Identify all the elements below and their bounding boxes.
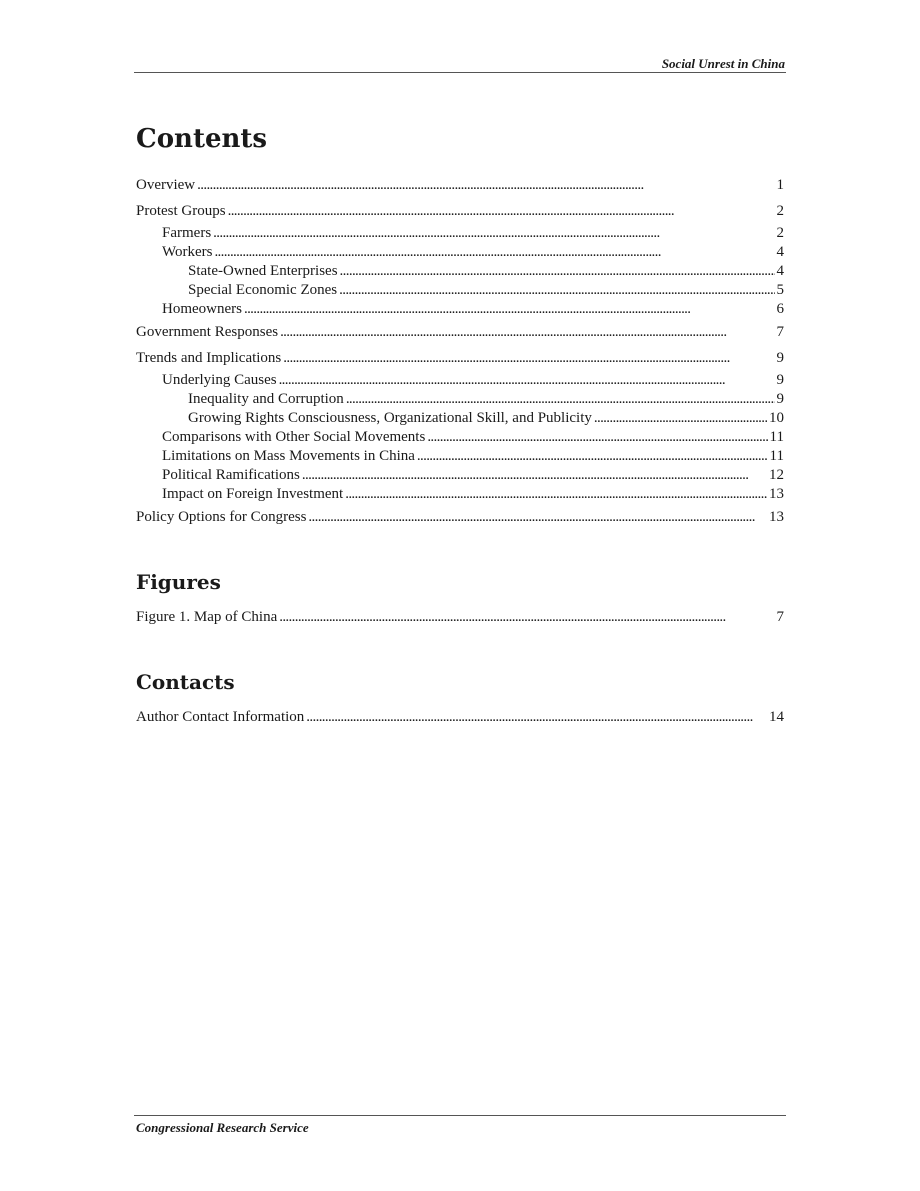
toc-label: Impact on Foreign Investment (162, 486, 344, 502)
toc-page-number: 5 (776, 282, 784, 298)
toc-label: Overview (136, 177, 196, 193)
toc-entry-state-owned-enterprises[interactable] (136, 262, 784, 281)
toc-page-number: 4 (776, 263, 784, 279)
toc-entry-political-ramifications[interactable] (136, 466, 784, 485)
contacts-heading: Contacts (136, 670, 235, 694)
dot-leader (280, 323, 774, 342)
toc-page-number: 9 (776, 372, 784, 388)
figures-heading: Figures (136, 570, 221, 594)
dot-leader (340, 262, 775, 281)
toc-entry-author-contact[interactable] (136, 708, 784, 727)
toc-page-number: 4 (776, 244, 784, 260)
dot-leader (427, 428, 767, 447)
toc-entry-protest-groups[interactable] (136, 202, 784, 221)
toc-entry-special-economic-zones[interactable] (136, 281, 784, 300)
toc-entry-trends-and-implications[interactable] (136, 349, 784, 368)
toc-label: Inequality and Corruption (188, 391, 344, 407)
toc-label: Policy Options for Congress (136, 509, 307, 525)
toc-entry-figure-1[interactable] (136, 608, 784, 627)
dot-leader (306, 708, 767, 727)
dot-leader (302, 466, 767, 485)
toc-entry-inequality-and-corruption[interactable] (136, 390, 784, 409)
toc-entry-underlying-causes[interactable] (136, 371, 784, 390)
toc-entry-government-responses[interactable] (136, 323, 784, 342)
toc-page-number: 13 (769, 509, 784, 525)
dot-leader (228, 202, 775, 221)
toc-entry-workers[interactable] (136, 243, 784, 262)
toc-entry-growing-rights-consciousness[interactable] (136, 409, 784, 428)
toc-label: Author Contact Information (136, 709, 305, 725)
toc-page-number: 12 (769, 467, 784, 483)
dot-leader (594, 409, 767, 428)
toc-label: Protest Groups (136, 203, 226, 219)
toc-entry-homeowners[interactable] (136, 300, 784, 319)
toc-entry-overview[interactable] (136, 176, 784, 195)
toc-entry-policy-options-congress[interactable] (136, 508, 784, 527)
toc-page-number: 9 (776, 350, 784, 366)
toc-label: Farmers (162, 225, 212, 241)
header-divider (134, 72, 786, 73)
running-header: Social Unrest in China (661, 56, 785, 71)
toc-page-number: 7 (776, 324, 784, 340)
dot-leader (417, 447, 768, 466)
dot-leader (346, 390, 775, 409)
toc-label: Political Ramifications (162, 467, 300, 483)
toc-entry-comparisons-social-movements[interactable] (136, 428, 784, 447)
dot-leader (308, 508, 767, 527)
toc-page-number: 11 (769, 429, 784, 445)
toc-entry-farmers[interactable] (136, 224, 784, 243)
toc-entry-impact-foreign-investment[interactable] (136, 485, 784, 504)
toc-page-number: 9 (776, 391, 784, 407)
toc-label: Underlying Causes (162, 372, 277, 388)
footer-organization: Congressional Research Service (136, 1120, 309, 1135)
toc-label: Figure 1. Map of China (136, 609, 278, 625)
toc-page-number: 11 (769, 448, 784, 464)
toc-label: Homeowners (162, 301, 242, 317)
dot-leader (214, 243, 774, 262)
toc-label: Limitations on Mass Movements in China (162, 448, 415, 464)
dot-leader (339, 281, 774, 300)
toc-page-number: 2 (776, 225, 784, 241)
toc-label: Comparisons with Other Social Movements (162, 429, 426, 445)
toc-label: Special Economic Zones (188, 282, 338, 298)
toc-page-number: 7 (776, 609, 784, 625)
toc-page-number: 6 (776, 301, 784, 317)
toc-page-number: 13 (769, 486, 784, 502)
contents-heading: Contents (136, 124, 268, 154)
toc-page-number: 10 (769, 410, 784, 426)
toc-label: Growing Rights Consciousness, Organizational Skill, and Publicity (188, 410, 592, 426)
toc-entry-limitations-mass-movements[interactable] (136, 447, 784, 466)
footer-divider (134, 1115, 786, 1116)
dot-leader (279, 371, 775, 390)
toc-label: Government Responses (136, 324, 279, 340)
dot-leader (279, 608, 774, 627)
toc-label: Workers (162, 244, 213, 260)
dot-leader (345, 485, 767, 504)
dot-leader (283, 349, 774, 368)
toc-page-number: 1 (776, 177, 784, 193)
dot-leader (244, 300, 775, 319)
dot-leader (213, 224, 774, 243)
toc-page-number: 2 (776, 203, 784, 219)
toc-page-number: 14 (769, 709, 784, 725)
dot-leader (197, 176, 774, 195)
toc-label: State-Owned Enterprises (188, 263, 338, 279)
toc-label: Trends and Implications (136, 350, 282, 366)
